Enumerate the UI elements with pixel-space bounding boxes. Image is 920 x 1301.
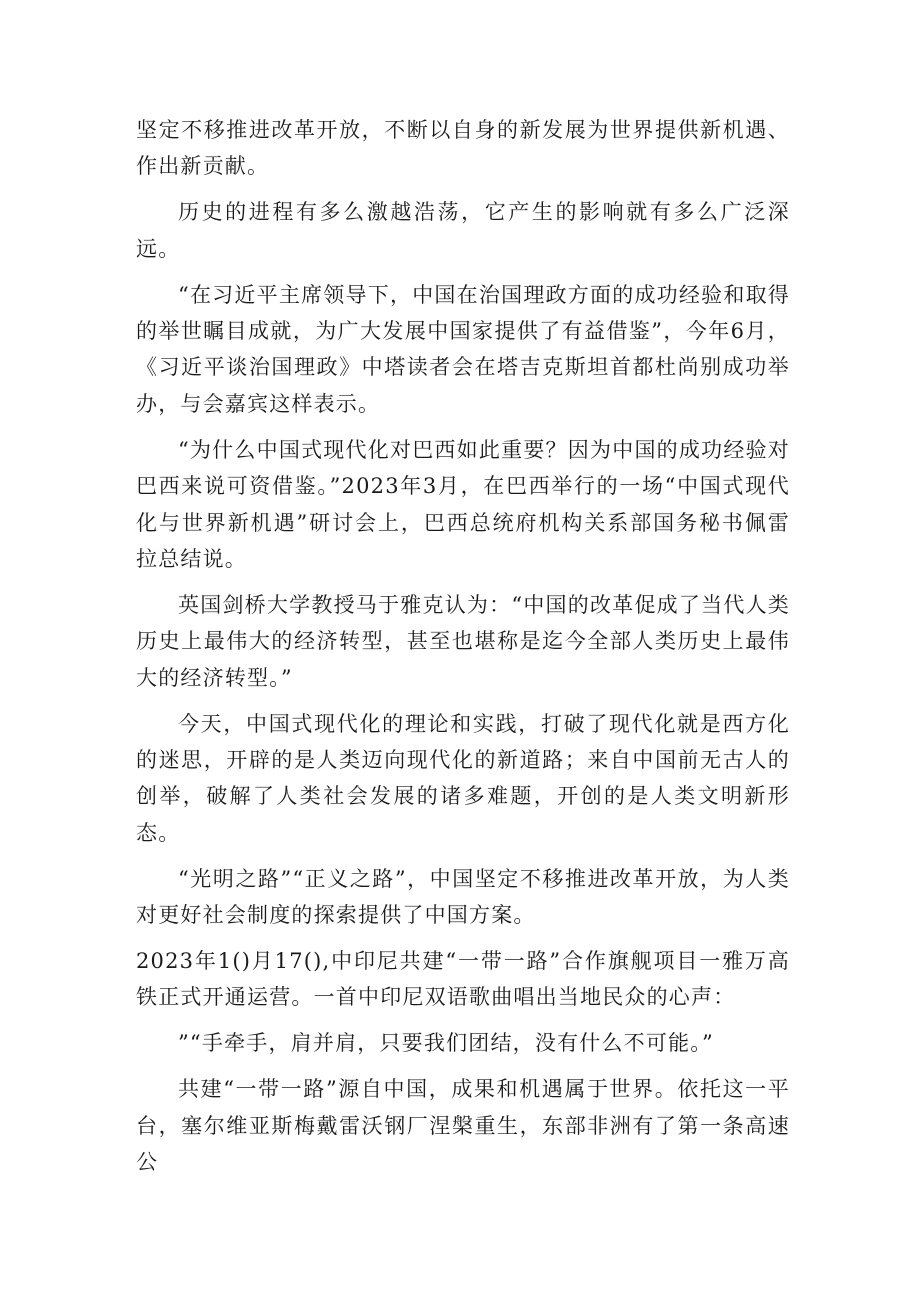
paragraph: 坚定不移推进改革开放，不断以自身的新发展为世界提供新机遇、作出新贡献。	[136, 118, 790, 179]
paragraph: 共建“一带一路”源自中国，成果和机遇属于世界。依托这一平台，塞尔维亚斯梅戴雷沃钢厂涅槃重生，东部非洲有了第一条高速公	[136, 1077, 790, 1175]
paragraph: 今天，中国式现代化的理论和实践，打破了现代化就是西方化的迷思，开辟的是人类迈向现代化的新道路；来自中国前无古人的创举，破解了人类社会发展的诸多难题，开创的是人类文明新形态。	[136, 711, 790, 845]
paragraph: 2023年1()月17(),中印尼共建“一带一路”合作旗舰项目一雅万高铁正式开通运营。一首中印尼双语歌曲唱出当地民众的心声：	[136, 949, 790, 1010]
paragraph: ”“手牵手，肩并肩，只要我们团结，没有什么不可能。”	[178, 1031, 714, 1056]
document-body	[136, 112, 790, 1190]
paragraph: “在习近平主席领导下，中国在治国理政方面的成功经验和取得的举世瞩目成就，为广大发展中国家提供了有益借鉴”，今年6月，《习近平谈治国理政》中塔读者会在塔吉克斯坦首都杜尚别成功举办，与会嘉宾这样表示。	[136, 282, 790, 416]
paragraph: 英国剑桥大学教授马于雅克认为：“中国的改革促成了当代人类历史上最伟大的经济转型，甚至也堪称是迄今全部人类历史上最伟大的经济转型。”	[136, 592, 790, 690]
paragraph: “为什么中国式现代化对巴西如此重要？因为中国的成功经验对巴西来说可资借鉴。”2023年3月，在巴西举行的一场“中国式现代化与世界新机遇”研讨会上，巴西总统府机构关系部国务秘书佩雷拉总结说。	[136, 437, 790, 571]
paragraph: 历史的进程有多么激越浩荡，它产生的影响就有多么广泛深远。	[136, 200, 790, 261]
paragraph: “光明之路”“正义之路”，中国坚定不移推进改革开放，为人类对更好社会制度的探索提供了中国方案。	[136, 866, 790, 928]
